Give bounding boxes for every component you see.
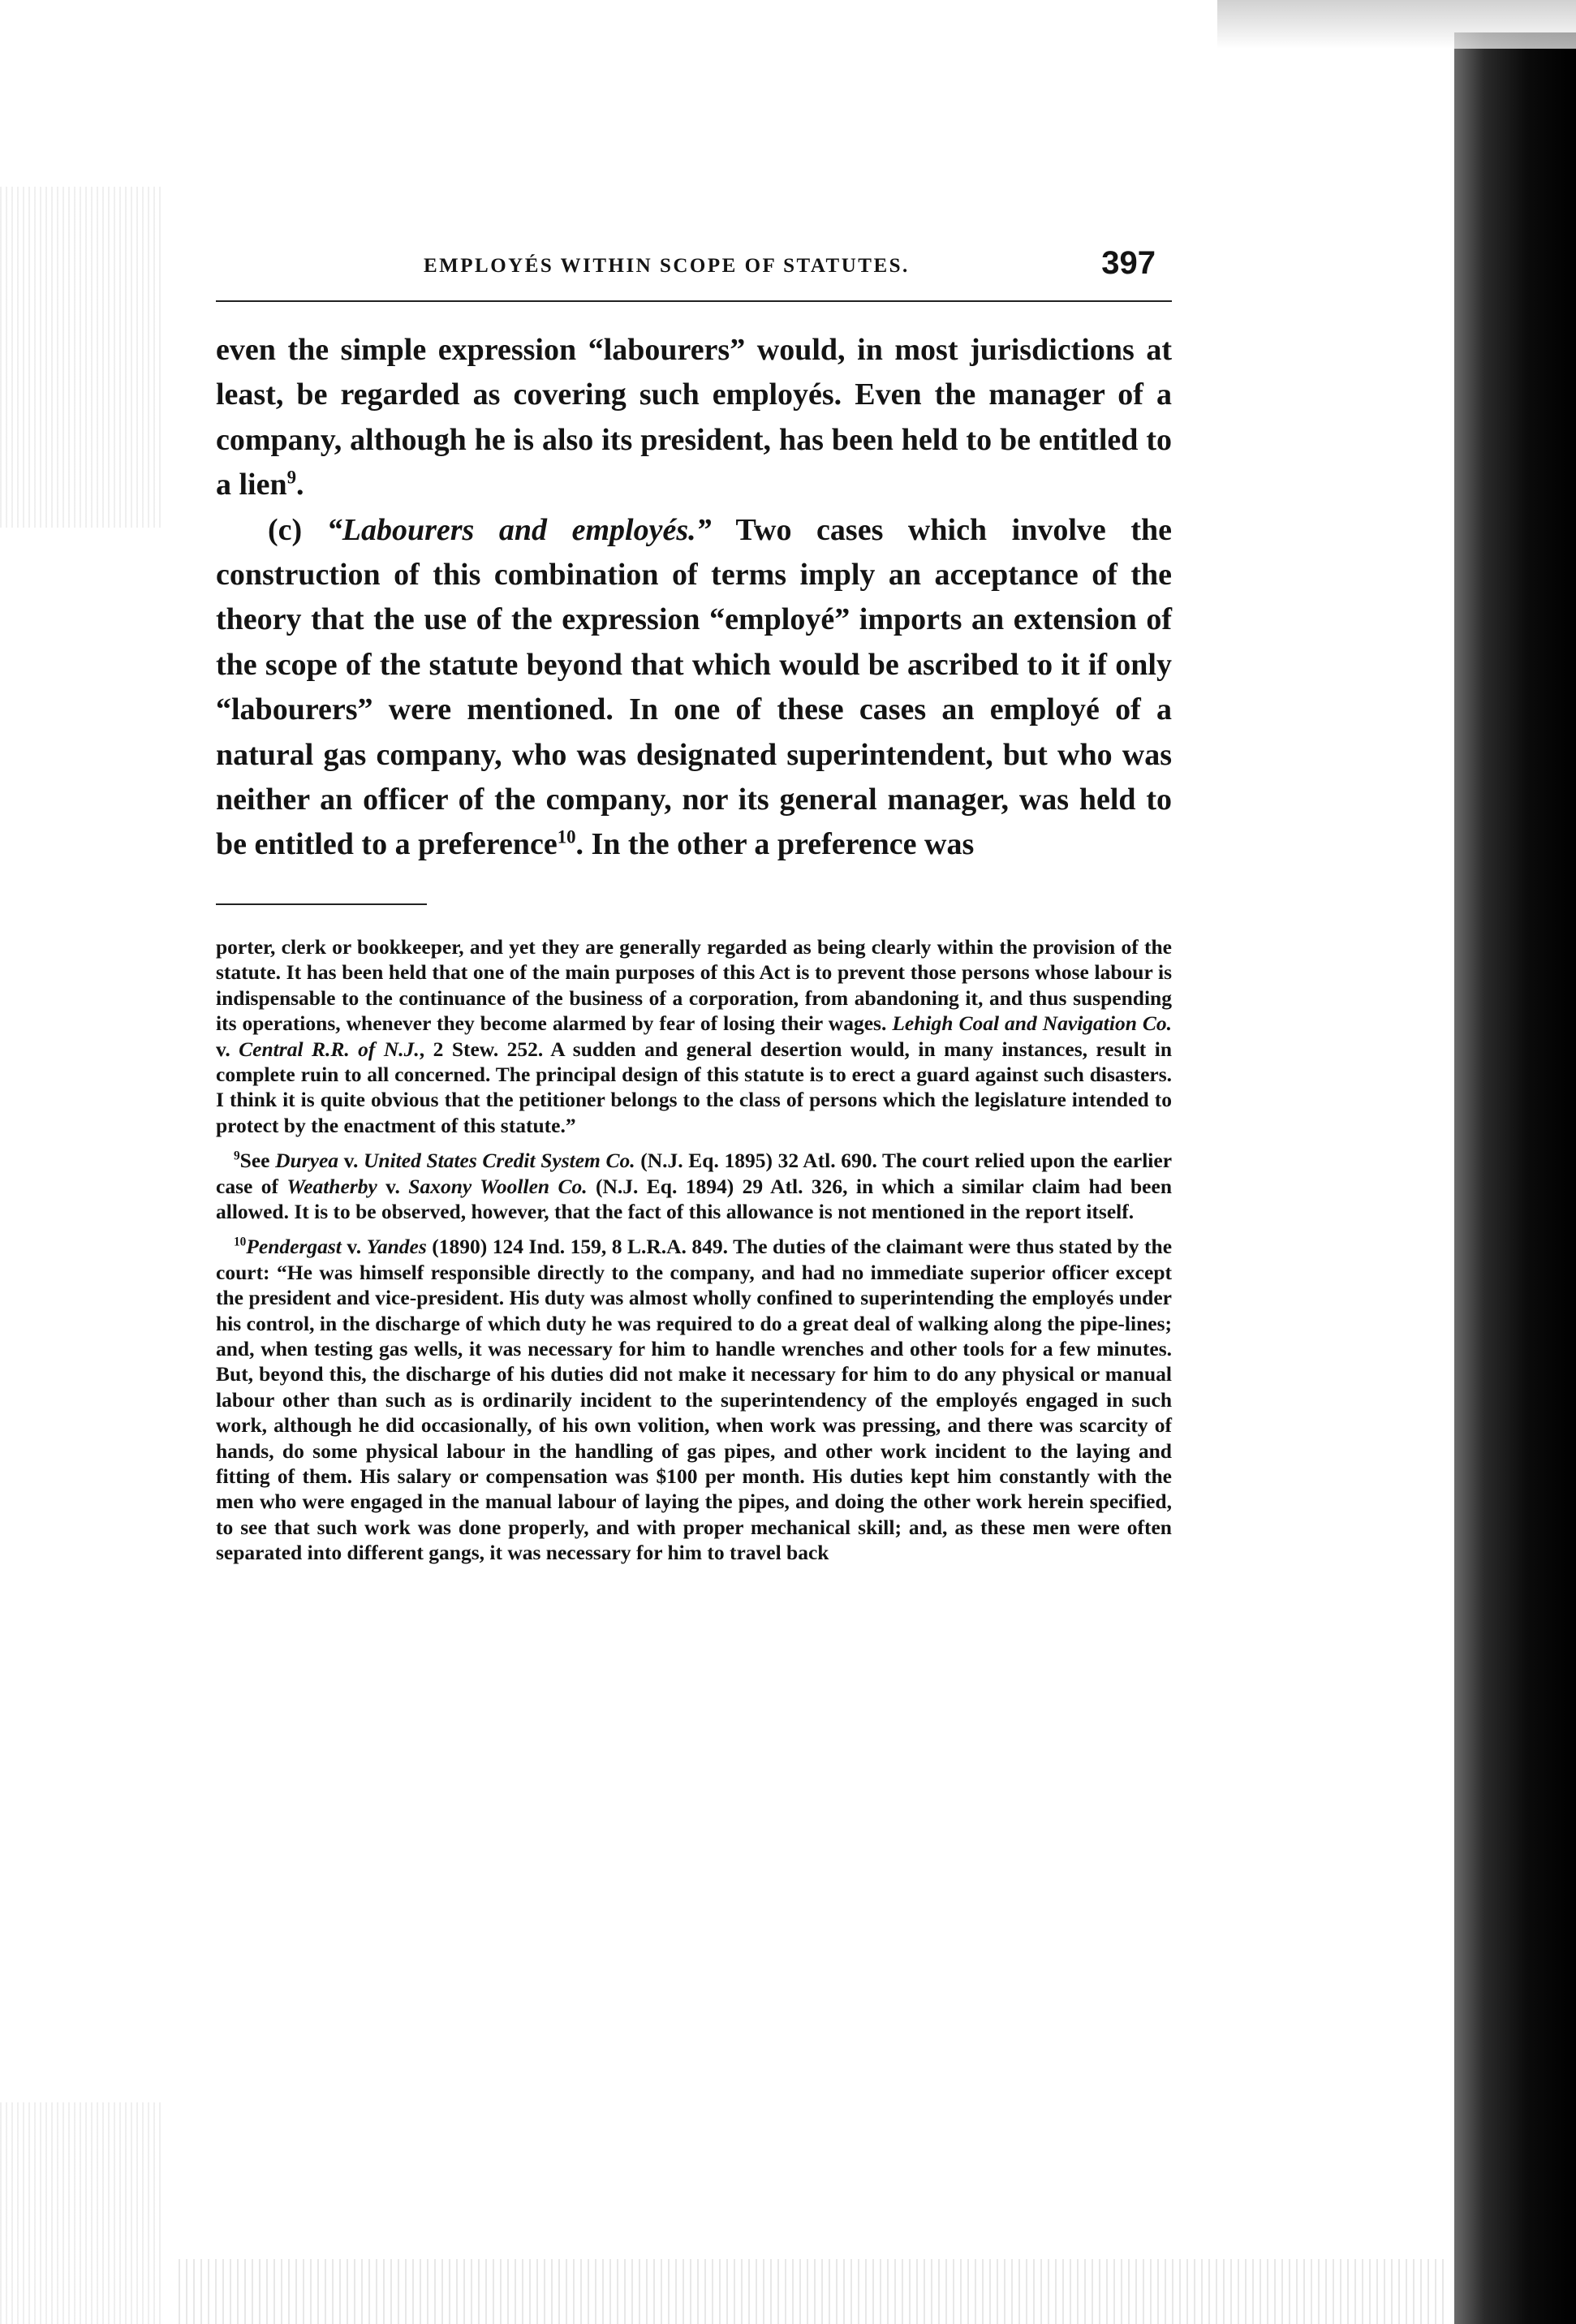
header-rule — [216, 300, 1172, 302]
see-label: See — [239, 1149, 270, 1173]
case-name: Yandes — [366, 1235, 427, 1259]
scan-dark-edge-right — [1454, 32, 1576, 2324]
case-name: Lehigh Coal and Navigation Co. — [892, 1011, 1173, 1036]
paragraph-2-text: Two cases which involve the construction of this combination of terms imply an acceptance of the theory that the use of the expression “employé” imports an extension of the scope of the statute beyond that which would be ascribed to it if only “labourers” were mentioned. In one of these cases an employé of a natural gas company, who was designated superintendent, but who was neither an officer of the company, nor its general manager, was held to be entitled to a preference — [216, 512, 1172, 862]
case-name: Saxony Woollen Co. — [408, 1174, 588, 1198]
footnote-9-text-2: (N.J. Eq. 1894) 29 Atl. 326, in which a similar claim had been allowed. It is to be observed, however, that the fact of this allowance is not mentioned in the report itself. — [216, 1174, 1173, 1223]
footnotes — [216, 934, 1172, 1566]
footnote-continued-text-2: , 2 Stew. 252. A sudden and general desertion would, in many instances, result in complete ruin to all concerned. The principal design of this statute is to erect a guard against such disasters. I think it is quite obvious that the petitioner belongs to the class of persons which the legislature intended to protect by the enactment of this statute.” — [216, 1037, 1173, 1137]
footnote-marker-10: 10 — [234, 1235, 247, 1249]
case-name: Weatherby — [286, 1174, 377, 1198]
paragraph-2 — [216, 508, 1172, 868]
scan-speckle-left-lower — [0, 2102, 162, 2324]
versus: v. — [216, 1037, 230, 1061]
paragraph-1-end: . — [296, 468, 304, 502]
section-label: (c) — [268, 512, 303, 547]
footnote-9 — [216, 1148, 1172, 1224]
footnote-continued — [216, 934, 1172, 1138]
page-number: 397 — [1101, 245, 1156, 281]
footnote-rule — [216, 903, 427, 905]
main-text — [216, 328, 1172, 868]
footnote-ref-10: 10 — [557, 826, 576, 847]
case-name: United States Credit System Co. — [364, 1149, 635, 1173]
book-page — [216, 244, 1172, 1576]
scan-shadow-top — [1217, 0, 1576, 49]
running-title: EMPLOYÉS WITHIN SCOPE OF STATUTES. — [424, 255, 910, 277]
footnote-9-text: (N.J. Eq. 1895) 32 Atl. 690. The court relied upon the earlier case of — [216, 1149, 1173, 1198]
case-name: Pendergast — [246, 1235, 342, 1259]
footnote-continued-text: porter, clerk or bookkeeper, and yet they are generally regarded as being clearly within the provision of the statute. It has been held that one of the main purposes of this Act is to prevent those persons whose labour is indispensable to the continuance of the business of a corporation, from abandoning it, and thus suspending its operations, whenever they become alarmed by fear of losing their wages. — [216, 934, 1172, 1036]
section-heading: “Labourers and employés.” — [326, 512, 712, 547]
case-name: Duryea — [275, 1149, 339, 1173]
footnote-10 — [216, 1234, 1172, 1565]
paragraph-1-text: even the simple expression “labourers” would, in most jurisdictions at least, be regarded as covering such employés. Even the manager of a company, although he is also its president, has been held to be entitled to a lien — [216, 333, 1172, 502]
paragraph-1 — [216, 328, 1172, 508]
footnote-10-text: (1890) 124 Ind. 159, 8 L.R.A. 849. The duties of the claimant were thus stated by the court: “He was himself responsible directly to the company, and had no immediate superior officer except the president and vice-president. His duty was almost wholly confined to superintending the employés under his control, in the discharge of which duty he was required to do a great deal of walking along the pipe-lines; and, when testing gas wells, it was necessary for him to handle wrenches and other tools for a few minutes. But, beyond this, the discharge of his duties did not make it necessary for him to do any physical or manual labour other than such as is ordinarily incident to the superintendency of the employés engaged in such work, although he did occasionally, of his own volition, when work was pressing, and there was scarcity of hands, do some physical labour in the handling of gas pipes, and other work incident to the laying and fitting of them. His salary or compensation was $100 per month. His duties kept him constantly with the men who were engaged in the manual labour of laying the pipes, and doing the other work herein specified, to see that such work was done properly, and with proper mechanical skill; and, as these men were often separated into different gangs, it was necessary for him to travel back — [216, 1235, 1173, 1565]
footnote-ref-9: 9 — [286, 467, 297, 488]
scan-speckle-bottom — [179, 2259, 1445, 2324]
footnote-marker-9: 9 — [234, 1149, 240, 1163]
running-head — [216, 244, 1172, 292]
versus: v. — [343, 1149, 359, 1173]
versus: v. — [347, 1235, 362, 1259]
scan-speckle-left-upper — [0, 187, 162, 528]
versus: v. — [385, 1174, 400, 1198]
paragraph-2-tail: . In the other a preference was — [575, 827, 975, 862]
case-name: Central R.R. of N.J. — [239, 1037, 420, 1061]
